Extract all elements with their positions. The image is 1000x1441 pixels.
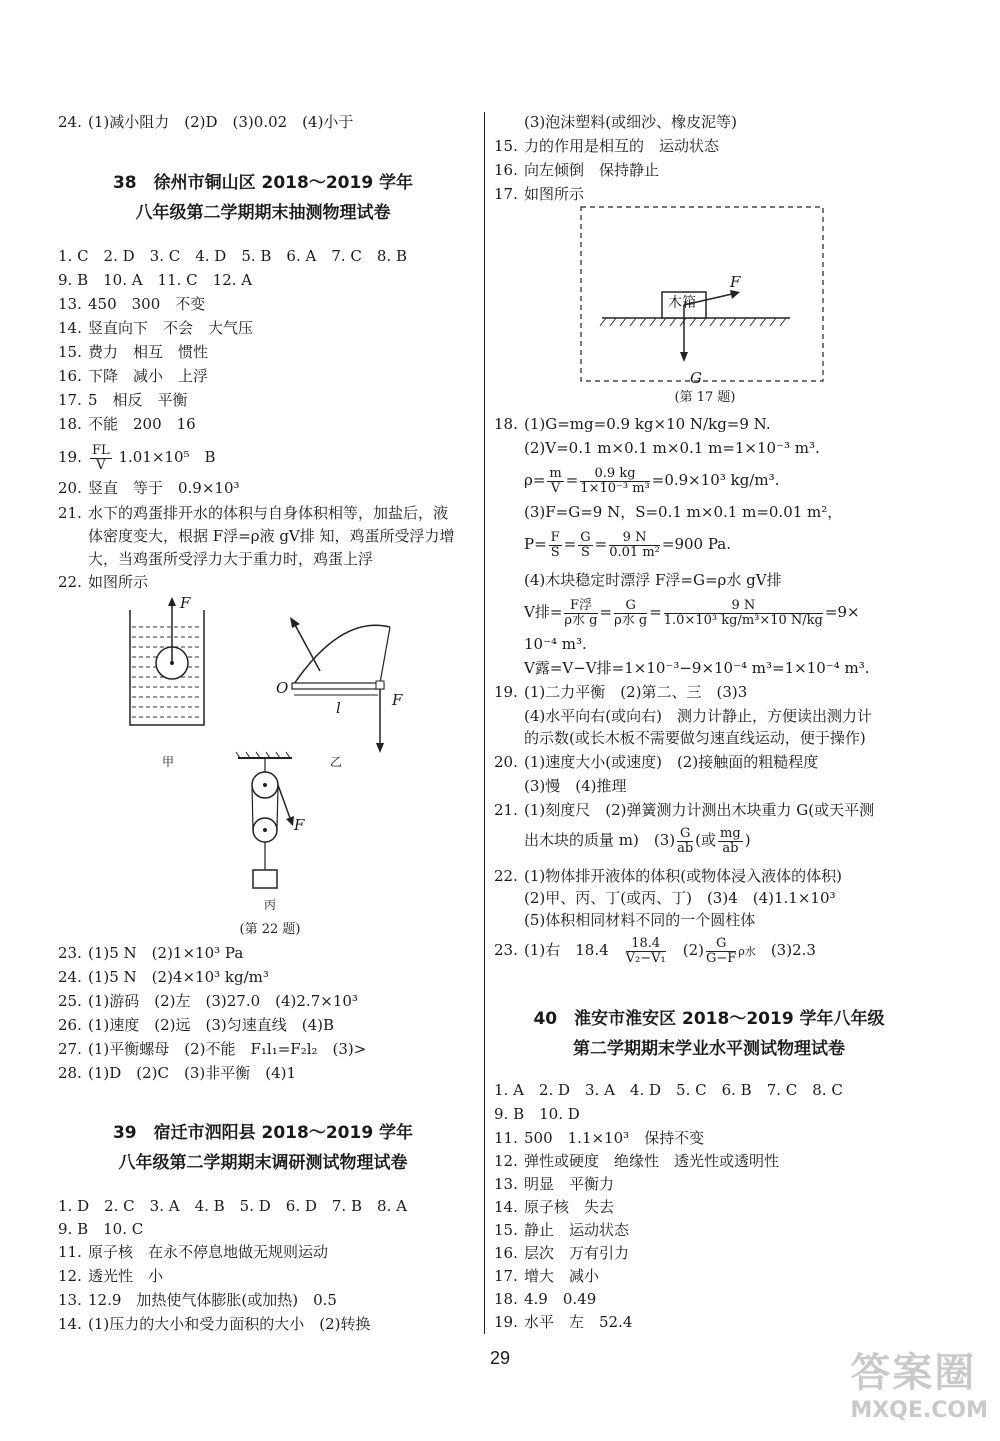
mc-answers-row1: 1. D 2. C 3. A 4. B 5. D 6. D 7. B 8. A — [58, 1197, 407, 1215]
figure-22-label-yi: 乙 — [330, 755, 343, 769]
answer-line-19-cont: (4)水平向右(或向右) 测力计静止，方便读出测力计 — [524, 707, 872, 725]
answer-line: 24. (1)5 N (2)4×10³ kg/m³ — [58, 968, 269, 986]
mc-answers-row2: 9. B 10. A 11. C 12. A — [58, 271, 253, 289]
answer-line-22: 22. (1)物体排开液体的体积(或物体浸入液体的体积) — [494, 867, 842, 885]
answer-line-21: 21. (1)刻度尺 (2)弹簧测力计测出木块重力 G(或天平测 — [494, 801, 875, 819]
answer-line: 18. 不能 200 16 — [58, 415, 196, 433]
answer-line: 15. 费力 相互 惯性 — [58, 343, 209, 361]
answer-line: 16. 下降 减小 上浮 — [58, 367, 209, 385]
answer-line-18-cont: 10⁻⁴ m³. — [524, 635, 587, 653]
answer-line-22: 22. 如图所示 — [58, 573, 149, 591]
answer-line: 16. 层次 万有引力 — [494, 1244, 630, 1262]
answer-line-19-cont: 的示数(或长木板不需要做匀速直线运动，便于操作) — [524, 729, 866, 747]
mc-answers-row2: 9. B 10. C — [58, 1220, 144, 1238]
answer-line: 11. 原子核 在永不停息地做无规则运动 — [58, 1243, 329, 1261]
answer-line-18-volume: V排= $\frac{\text{F浮}}{\text{ρ水 g}}$ = $\frac{G}{\text{ρ水 g}}$ = $\frac{9 N}{\text{1.0×10³ kg/m³×10 N/kg}}$ =9× — [524, 597, 860, 628]
answer-line: 12. 弹性或硬度 绝缘性 透光性或透明性 — [494, 1152, 780, 1170]
figure-22-lever — [280, 605, 420, 760]
answer-line-18-cont: (4)木块稳定时漂浮 F浮=G=ρ水 gV排 — [524, 571, 782, 589]
answer-line-18-pressure: P= $\frac{F}{S}$ = $\frac{G}{S}$ = $\frac{9 N}{\text{0.01 m²}}$ =900 Pa. — [524, 529, 731, 560]
section-title-39-line2: 八年级第二学期期末调研测试物理试卷 — [118, 1153, 408, 1173]
section-title-39-line1: 39 宿迁市泗阳县 2018～2019 学年 — [112, 1123, 414, 1143]
section-title-38-line1: 38 徐州市铜山区 2018～2019 学年 — [112, 173, 414, 193]
mc-answers-row1: 1. C 2. D 3. C 4. D 5. B 6. A 7. C 8. B — [58, 247, 407, 265]
answer-line: 11. 500 1.1×10³ 保持不变 — [494, 1129, 705, 1147]
answer-line: 13. 12.9 加热使气体膨胀(或加热) 0.5 — [58, 1291, 337, 1309]
answer-line-21-cont: 出木块的质量 m) (3) $\frac{G}{ab}$ (或 $\frac{mg}{ab}$ ) — [524, 825, 751, 856]
answer-line-22-cont: (2)甲、丙、丁(或丙、丁) (3)4 (4)1.1×10³ — [524, 889, 836, 907]
mc-answers-row1: 1. A 2. D 3. A 4. D 5. C 6. B 7. C 8. C — [494, 1081, 843, 1099]
answer-line-22-cont: (5)体积相同材料不同的一个圆柱体 — [524, 911, 756, 929]
answer-line-18: 18. (1)G=mg=0.9 kg×10 N/kg=9 N. — [494, 415, 771, 433]
answer-line-20: 20. 竖直 等于 0.9×10³ — [58, 479, 240, 497]
figure-17-box-label: 木箱 — [668, 295, 696, 311]
answer-line: 16. 向左倾倒 保持静止 — [494, 161, 660, 179]
answer-line: 13. 450 300 不变 — [58, 295, 206, 313]
figure-22-beaker — [128, 595, 208, 745]
page-number: 29 — [489, 1348, 511, 1368]
figure-22-label-l: l — [336, 699, 341, 717]
answer-line-19: 19. (1)二力平衡 (2)第二、三 (3)3 — [494, 683, 748, 701]
figure-22-label-F2: F — [392, 691, 403, 709]
answer-line: 14. 原子核 失去 — [494, 1198, 615, 1216]
figure-22-label-F: F — [180, 594, 191, 612]
figure-22-label-bing: 丙 — [264, 898, 277, 912]
answer-line: 14. 竖直向下 不会 大气压 — [58, 319, 254, 337]
figure-22-label-O: O — [276, 679, 289, 697]
answer-line: 15. 静止 运动状态 — [494, 1221, 630, 1239]
figure-17-label-G: G — [690, 369, 702, 387]
figure-17-label-F: F — [730, 273, 741, 291]
answer-line: 15. 力的作用是相互的 运动状态 — [494, 137, 720, 155]
figure-22-caption: (第 22 题) — [239, 922, 301, 937]
column-divider — [484, 112, 485, 1334]
answer-line: 27. (1)平衡螺母 (2)不能 F₁l₁=F₂l₂ (3)> — [58, 1040, 367, 1058]
answer-line: 28. (1)D (2)C (3)非平衡 (4)1 — [58, 1064, 297, 1082]
answer-line-23: 23. (1)右 18.4 $\frac{18.4}{\text{V₂−V₁}}$ (2) $\frac{G}{G-F}$ ρ水 (3)2.3 — [494, 935, 816, 966]
answer-line-18-cont: (3)F=G=9 N，S=0.1 m×0.1 m=0.01 m²， — [524, 503, 843, 521]
answer-line: 17. 增大 减小 — [494, 1267, 600, 1285]
answer-line: 13. 明显 平衡力 — [494, 1175, 615, 1193]
answer-line-cont: (3)泡沫塑料(或细沙、橡皮泥等) — [524, 113, 737, 131]
answer-line: 17. 5 相反 平衡 — [58, 391, 188, 409]
figure-17-caption: (第 17 题) — [674, 390, 736, 405]
answer-line: 23. (1)5 N (2)1×10³ Pa — [58, 944, 244, 962]
answer-line-20-cont: (3)慢 (4)推理 — [524, 777, 627, 795]
answer-line: 12. 透光性 小 — [58, 1267, 164, 1285]
figure-22-label-F3: F — [294, 816, 305, 834]
answer-line-18-cont: (2)V=0.1 m×0.1 m×0.1 m=1×10⁻³ m³. — [524, 439, 820, 457]
section-title-40-line1: 40 淮安市淮安区 2018～2019 学年八年级 — [533, 1009, 885, 1029]
section-title-38-line2: 八年级第二学期期末抽测物理试卷 — [135, 203, 391, 223]
answer-line-21: 21. 水下的鸡蛋排开水的体积与自身体积相等，加盐后，液 — [58, 504, 449, 522]
answer-line: 25. (1)游码 (2)左 (3)27.0 (4)2.7×10³ — [58, 992, 358, 1010]
answer-line: 18. 4.9 0.49 — [494, 1290, 597, 1308]
answer-line-19: 19. $\frac{FL}{V}$ 1.01×10⁵ B — [58, 442, 216, 473]
section-title-40-line2: 第二学期期末学业水平测试物理试卷 — [573, 1039, 845, 1059]
mc-answers-row2: 9. B 10. D — [494, 1105, 580, 1123]
figure-22-label-jia: 甲 — [162, 755, 175, 769]
answer-line: 26. (1)速度 (2)远 (3)匀速直线 (4)B — [58, 1016, 335, 1034]
answer-line-21-cont: 大，当鸡蛋所受浮力大于重力时，鸡蛋上浮 — [88, 550, 374, 568]
figure-17 — [580, 206, 825, 384]
answer-line-24-top: 24. (1)减小阻力 (2)D (3)0.02 (4)小于 — [58, 113, 354, 131]
answer-line-20: 20. (1)速度大小(或速度) (2)接触面的粗糙程度 — [494, 753, 819, 771]
answer-line-21-cont: 体密度变大，根据 F浮=ρ液 gV排 知，鸡蛋所受浮力增 — [88, 527, 455, 545]
answer-line-18-cont: V露=V−V排=1×10⁻³−9×10⁻⁴ m³=1×10⁻⁴ m³. — [524, 659, 870, 677]
fraction: $\frac{FL}{V}$ — [92, 442, 110, 473]
answer-line-18-density: ρ= $\frac{m}{V}$ = $\frac{0.9 kg}{\text{1×10⁻³ m³}}$ =0.9×10³ kg/m³. — [524, 465, 780, 496]
answer-line: 19. 水平 左 52.4 — [494, 1313, 633, 1331]
answer-line: 17. 如图所示 — [494, 185, 585, 203]
answer-line: 14. (1)压力的大小和受力面积的大小 (2)转换 — [58, 1315, 371, 1333]
watermark-logo: 答案圈 MXQE.COM — [850, 1350, 988, 1423]
